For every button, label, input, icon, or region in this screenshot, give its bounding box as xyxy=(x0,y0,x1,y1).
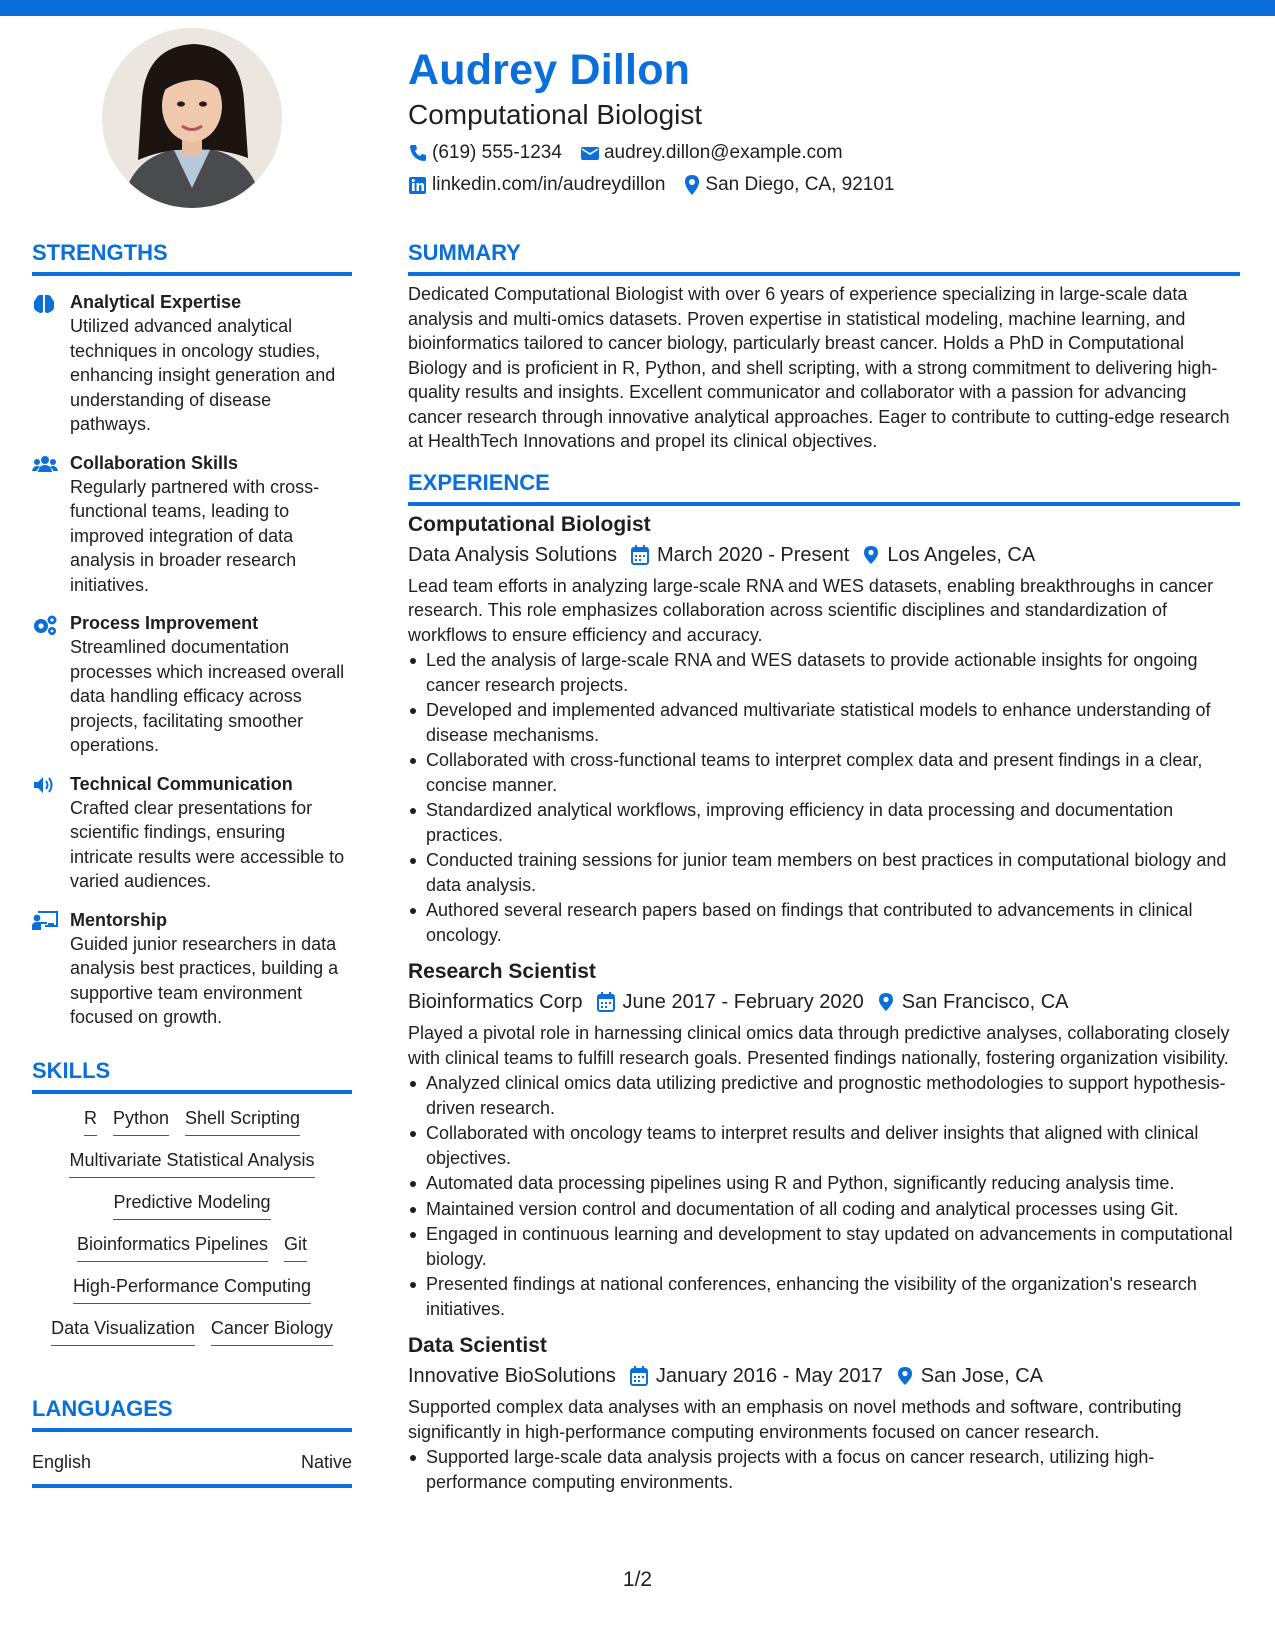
job-title: Research Scientist xyxy=(408,960,596,983)
strength-title: Collaboration Skills xyxy=(70,452,239,473)
strength-item xyxy=(32,611,352,758)
email-text: audrey.dillon@example.com xyxy=(603,142,843,163)
skill-tag: Multivariate Statistical Analysis xyxy=(69,1146,314,1178)
linkedin-text: linkedin.com/in/audreydillon xyxy=(432,174,666,195)
job-bullet: Maintained version control and documentation of all coding and analytical processes using Git. xyxy=(408,1197,1240,1222)
skill-tag: Cancer Biology xyxy=(211,1314,333,1346)
job-title: Computational Biologist xyxy=(408,512,651,536)
strength-desc: Guided junior researchers in data analysis best practices, building a supportive team environment focused on growth. xyxy=(70,933,339,1027)
job-location xyxy=(863,540,1035,570)
resume-header xyxy=(408,40,1238,200)
phone-icon xyxy=(408,143,428,163)
languages-rule xyxy=(32,1428,352,1432)
contact-row-1 xyxy=(408,138,1238,168)
job-dates-text: March 2020 - Present xyxy=(657,543,850,566)
job-bullet: Developed and implemented advanced multivariate statistical models to enhance understanding of disease mechanisms. xyxy=(408,698,1240,747)
job-bullet: Authored several research papers based on findings that contributed to advancements in clinical oncology. xyxy=(408,898,1240,947)
strength-title: Mentorship xyxy=(70,909,167,930)
language-name: English xyxy=(32,1451,92,1472)
calendar-icon xyxy=(631,545,649,565)
linkedin-icon xyxy=(408,175,428,195)
volume-icon xyxy=(32,775,56,795)
company-name: Data Analysis Solutions xyxy=(408,543,618,566)
location-contact xyxy=(683,170,894,200)
job-dates-text: June 2017 - February 2020 xyxy=(622,991,864,1013)
strength-title: Technical Communication xyxy=(70,773,293,794)
language-item xyxy=(32,1450,352,1474)
language-level: Native xyxy=(300,1451,352,1472)
envelope-icon xyxy=(580,143,600,163)
skill-tag: Python xyxy=(113,1104,169,1136)
right-column xyxy=(408,238,1240,1495)
profile-photo xyxy=(102,28,282,208)
strength-desc: Crafted clear presentations for scientific findings, ensuring intricate results were accessible to varied audiences. xyxy=(70,797,345,891)
calendar-icon xyxy=(630,1366,648,1386)
skill-row xyxy=(32,1272,352,1304)
summary-rule xyxy=(408,272,1240,276)
language-level-bar xyxy=(32,1484,352,1488)
skill-tag: High-Performance Computing xyxy=(73,1272,311,1304)
strength-item xyxy=(32,451,352,598)
chalkboard-teacher-icon xyxy=(32,911,58,931)
strength-title: Process Improvement xyxy=(70,613,259,633)
languages-heading: LANGUAGES xyxy=(32,1395,173,1421)
job-bullet: Conducted training sessions for junior team members on best practices in computational biology and data analysis. xyxy=(408,848,1240,897)
strength-item xyxy=(32,772,352,894)
experience-heading: EXPERIENCE xyxy=(408,469,550,495)
map-pin-icon xyxy=(863,545,879,565)
strengths-rule xyxy=(32,272,352,276)
job-meta xyxy=(408,540,1240,570)
job-bullet: Led the analysis of large-scale RNA and WES datasets to provide actionable insights for ongoing cancer research projects. xyxy=(408,648,1240,697)
map-pin-icon xyxy=(683,174,701,196)
summary-text: Dedicated Computational Biologist with over 6 years of experience specializing in large-scale data analysis and multi-omics datasets. Proven expertise in statistical modeling, machine learning, and bioinformatics tailored to cancer biology, particularly breast cancer. Holds a PhD in Computational Biology and is proficient in R, Python, and shell scripting, with a strong commitment to delivering high-quality results and insights. Excellent communicator and collaborator with a passion for advancing cancer research through innovative analytical approaches. Eager to contribute to cutting-edge research at HealthTech Innovations and propel its clinical objectives. xyxy=(408,284,1230,451)
left-column xyxy=(32,238,352,1488)
skill-tag: Shell Scripting xyxy=(185,1104,300,1136)
job-dates-text: January 2016 - May 2017 xyxy=(655,1365,883,1387)
job-location-text: San Jose, CA xyxy=(920,1365,1044,1387)
gears-icon xyxy=(32,614,58,636)
job-location xyxy=(878,987,1069,1017)
skills-list xyxy=(32,1104,352,1346)
job-bullets xyxy=(408,648,1240,947)
skill-tag: Data Visualization xyxy=(51,1314,195,1346)
job-bullet: Presented findings at national conferences, enhancing the visibility of the organization's research initiatives. xyxy=(408,1272,1240,1321)
skills-heading: SKILLS xyxy=(32,1057,111,1083)
map-pin-icon xyxy=(897,1366,913,1386)
job-meta xyxy=(408,987,1240,1017)
job-location xyxy=(897,1361,1043,1391)
skill-row xyxy=(32,1230,352,1262)
linkedin-contact[interactable] xyxy=(408,170,665,200)
skill-tag: Predictive Modeling xyxy=(113,1188,270,1220)
contact-row-2 xyxy=(408,170,1238,200)
job-description: Lead team efforts in analyzing large-scale RNA and WES datasets, enabling breakthroughs in cancer research. This role emphasizes collaboration across scientific disciplines and standardization of workflows to ensure efficiency and accuracy. xyxy=(408,575,1214,645)
company-name: Innovative BioSolutions xyxy=(408,1365,616,1387)
strength-title: Analytical Expertise xyxy=(70,292,242,312)
job-bullet: Collaborated with cross-functional teams to interpret complex data and present findings in a clear, concise manner. xyxy=(408,748,1240,797)
email-contact[interactable] xyxy=(580,138,843,168)
phone-text: (619) 555-1234 xyxy=(432,142,562,163)
job-bullets xyxy=(408,1445,1240,1494)
job-bullet: Analyzed clinical omics data utilizing predictive and prognostic methodologies to support hypothesis-driven research. xyxy=(408,1071,1240,1120)
job-description: Played a pivotal role in harnessing clinical omics data through predictive analyses, collaborating closely with clinical teams to fulfill research goals. Presented findings nationally, fostering organization visibility. xyxy=(408,1023,1230,1068)
job-meta xyxy=(408,1361,1240,1391)
strength-item xyxy=(32,908,352,1030)
job-entry xyxy=(408,957,1240,1321)
skill-row xyxy=(32,1188,352,1220)
job-dates xyxy=(597,987,864,1017)
skill-row xyxy=(32,1146,352,1178)
candidate-name: Audrey Dillon xyxy=(408,46,691,94)
strengths-heading: STRENGTHS xyxy=(32,240,168,265)
map-pin-icon xyxy=(878,992,894,1012)
skills-rule xyxy=(32,1090,352,1094)
skill-row xyxy=(32,1314,352,1346)
job-bullet: Supported large-scale data analysis projects with a focus on cancer research, utilizing high-performance computing environments. xyxy=(408,1445,1240,1494)
job-title: Data Scientist xyxy=(408,1334,547,1357)
page-number: 1/2 xyxy=(622,1568,653,1591)
top-accent-bar xyxy=(0,0,1275,16)
location-text: San Diego, CA, 92101 xyxy=(705,174,895,195)
job-location-text: San Francisco, CA xyxy=(901,991,1069,1013)
job-description: Supported complex data analyses with an emphasis on novel methods and software, contributing significantly in high-performance computing environments focused on cancer research. xyxy=(408,1397,1182,1442)
skill-tag: Bioinformatics Pipelines xyxy=(77,1230,268,1262)
job-entry xyxy=(408,1331,1240,1494)
users-icon xyxy=(32,454,58,474)
job-bullet: Engaged in continuous learning and development to stay updated on advancements in computational biology. xyxy=(408,1222,1240,1271)
job-entry xyxy=(408,510,1240,948)
strength-item xyxy=(32,290,352,437)
strength-desc: Regularly partnered with cross-functional teams, leading to improved integration of data analysis in broader research initiatives. xyxy=(70,476,320,595)
strength-desc: Streamlined documentation processes which increased overall data handling efficacy across projects, facilitating smoother operations. xyxy=(70,637,345,755)
job-bullet: Collaborated with oncology teams to interpret results and deliver insights that aligned with clinical objectives. xyxy=(408,1121,1240,1170)
company-name: Bioinformatics Corp xyxy=(408,991,583,1013)
summary-heading: SUMMARY xyxy=(408,240,521,265)
calendar-icon xyxy=(597,992,615,1012)
job-location-text: Los Angeles, CA xyxy=(887,543,1036,566)
skill-tag: Git xyxy=(284,1230,307,1262)
candidate-title: Computational Biologist xyxy=(408,99,703,130)
experience-rule xyxy=(408,502,1240,506)
job-bullet: Automated data processing pipelines using R and Python, significantly reducing analysis time. xyxy=(408,1171,1240,1196)
job-bullets xyxy=(408,1071,1240,1321)
skill-tag: R xyxy=(84,1104,97,1136)
job-dates xyxy=(631,540,849,570)
skill-row xyxy=(32,1104,352,1136)
job-dates xyxy=(630,1361,883,1391)
strength-desc: Utilized advanced analytical techniques in oncology studies, enhancing insight generation and understanding of disease pathways. xyxy=(70,316,336,434)
portrait-illustration xyxy=(102,28,282,208)
phone-contact[interactable] xyxy=(408,138,562,168)
brain-icon xyxy=(32,293,56,315)
job-bullet: Standardized analytical workflows, improving efficiency in data processing and documentation practices. xyxy=(408,798,1240,847)
